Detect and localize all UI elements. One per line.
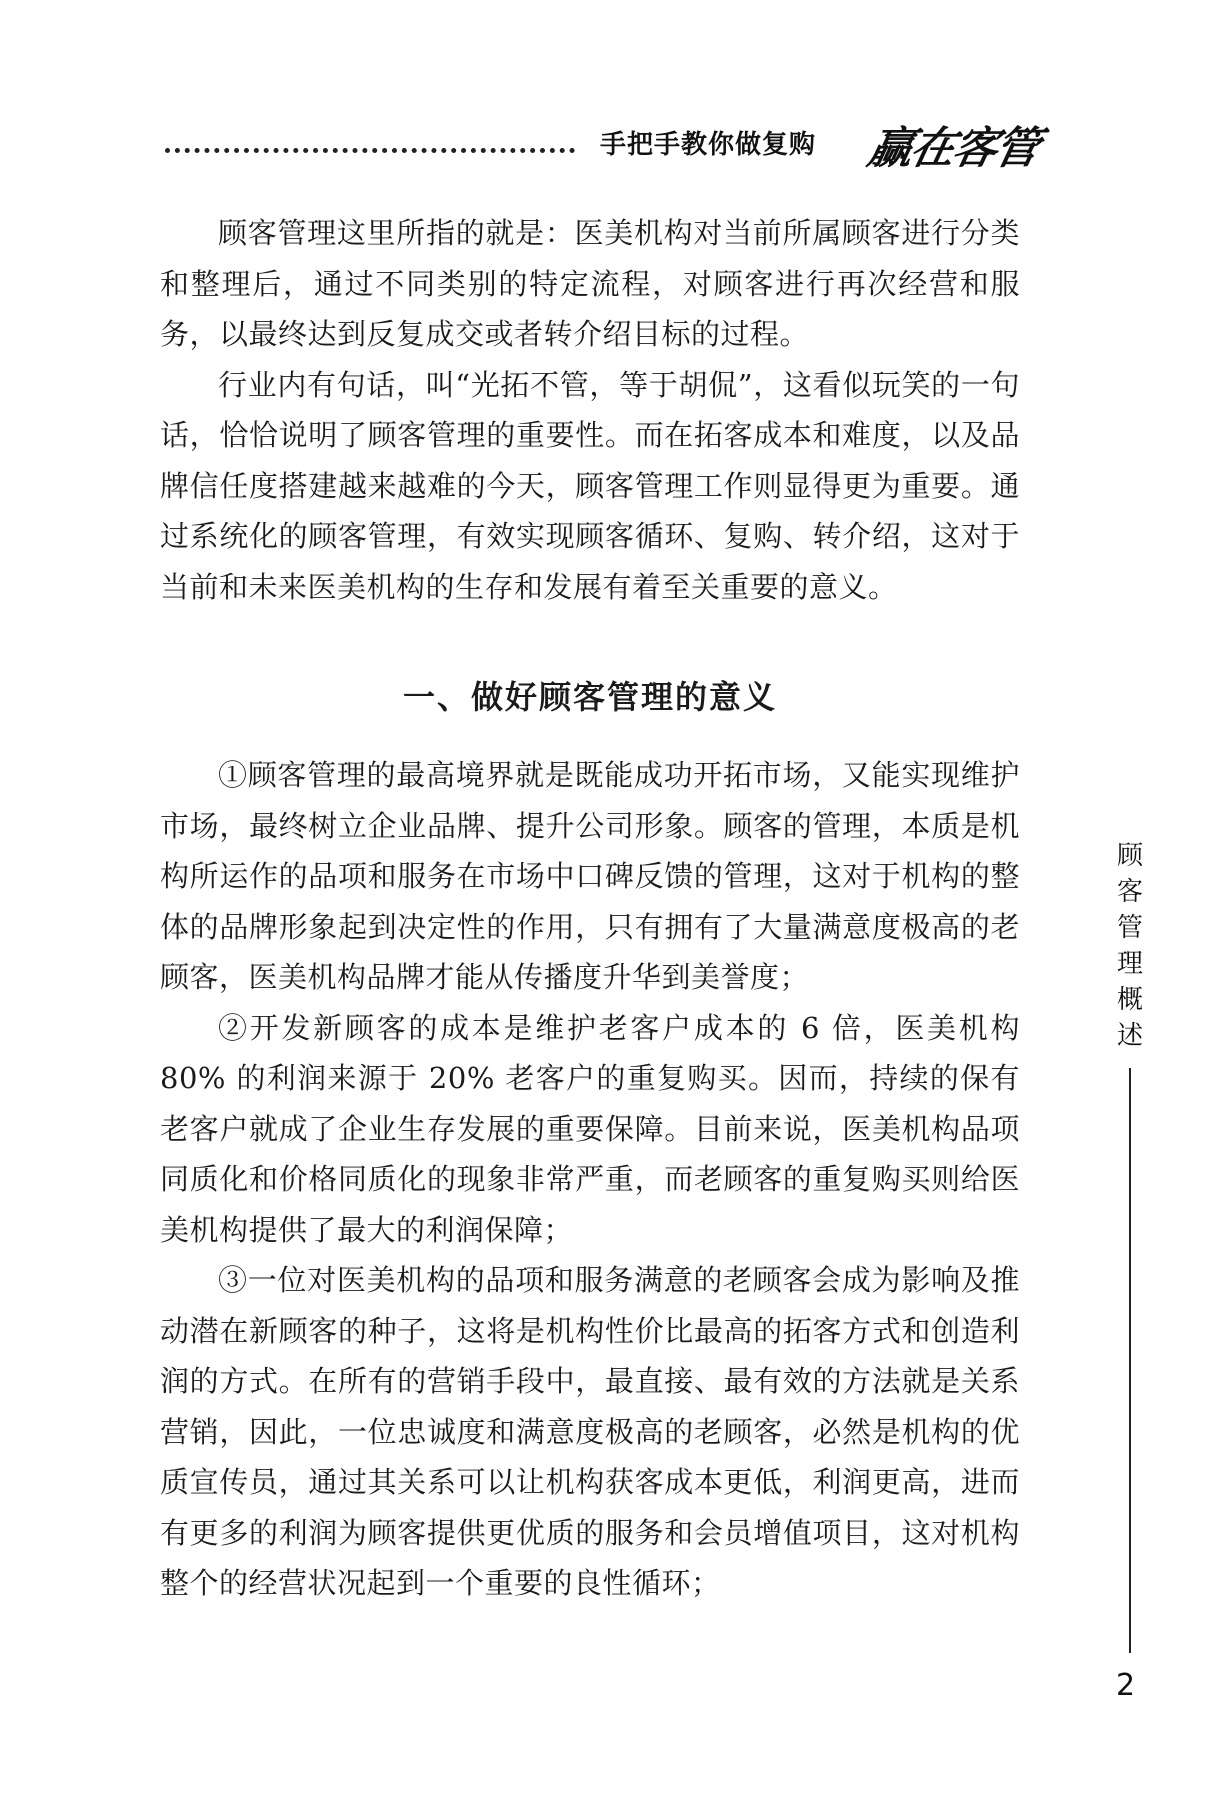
chapter-side-tab-label: 顾 客 管 理 概 述	[1116, 841, 1143, 1051]
section-paragraph-1: ①顾客管理的最高境界就是既能成功开拓市场，又能实现维护市场，最终树立企业品牌、提升公司形象。顾客的管理，本质是机构所运作的品项和服务在市场中口碑反馈的管理，这对于机构的整体的品牌形象起到决定性的作用，只有拥有了大量满意度极高的老顾客，医美机构品牌才能从传播度升华到美誉度；	[160, 758, 1020, 994]
page-number: 2	[1116, 1668, 1136, 1703]
intro-paragraph-1: 顾客管理这里所指的就是：医美机构对当前所属顾客进行分类和整理后，通过不同类别的特定流程，对顾客进行再次经营和服务，以最终达到反复成交或者转介绍目标的过程。	[160, 216, 1020, 351]
running-header	[165, 118, 1065, 174]
section-heading: 一、做好顾客管理的意义	[402, 678, 777, 716]
section-paragraph-3: ③一位对医美机构的品项和服务满意的老顾客会成为影响及推动潜在新顾客的种子，这将是机构性价比最高的拓客方式和创造利润的方式。在所有的营销手段中，最直接、最有效的方法就是关系营销，因此，一位忠诚度和满意度极高的老顾客，必然是机构的优质宣传员，通过其关系可以让机构获客成本更低，利润更高，进而有更多的利润为顾客提供更优质的服务和会员增值项目，这对机构整个的经营状况起到一个重要的良性循环；	[160, 1263, 1020, 1600]
header-dotted-rule	[165, 148, 575, 153]
header-title: 手把手教你做复购	[600, 130, 817, 160]
intro-paragraph-2: 行业内有句话，叫“光拓不管，等于胡侃”，这看似玩笑的一句话，恰恰说明了顾客管理的重要性。而在拓客成本和难度，以及品牌信任度搭建越来越难的今天，顾客管理工作则显得更为重要。通过系统化的顾客管理，有效实现顾客循环、复购、转介绍，这对于当前和未来医美机构的生存和发展有着至关重要的意义。	[160, 367, 1020, 604]
header-brand-calligraphy: 赢在客管	[863, 123, 1043, 174]
section-paragraph-2: ②开发新顾客的成本是维护老客户成本的 6 倍，医美机构 80% 的利润来源于 20% 老客户的重复购买。因而，持续的保有老客户就成了企业生存发展的重要保障。目前来说，医美机构品项同质化和价格同质化的现象非常严重，而老顾客的重复购买则给医美机构提供了最大的利润保障；	[160, 1010, 1020, 1247]
section-text	[160, 750, 1020, 1609]
chapter-side-tab	[1110, 838, 1150, 1054]
chapter-side-rule	[1129, 1068, 1131, 1653]
intro-text	[160, 208, 1020, 612]
section-heading-wrap	[160, 672, 1020, 718]
